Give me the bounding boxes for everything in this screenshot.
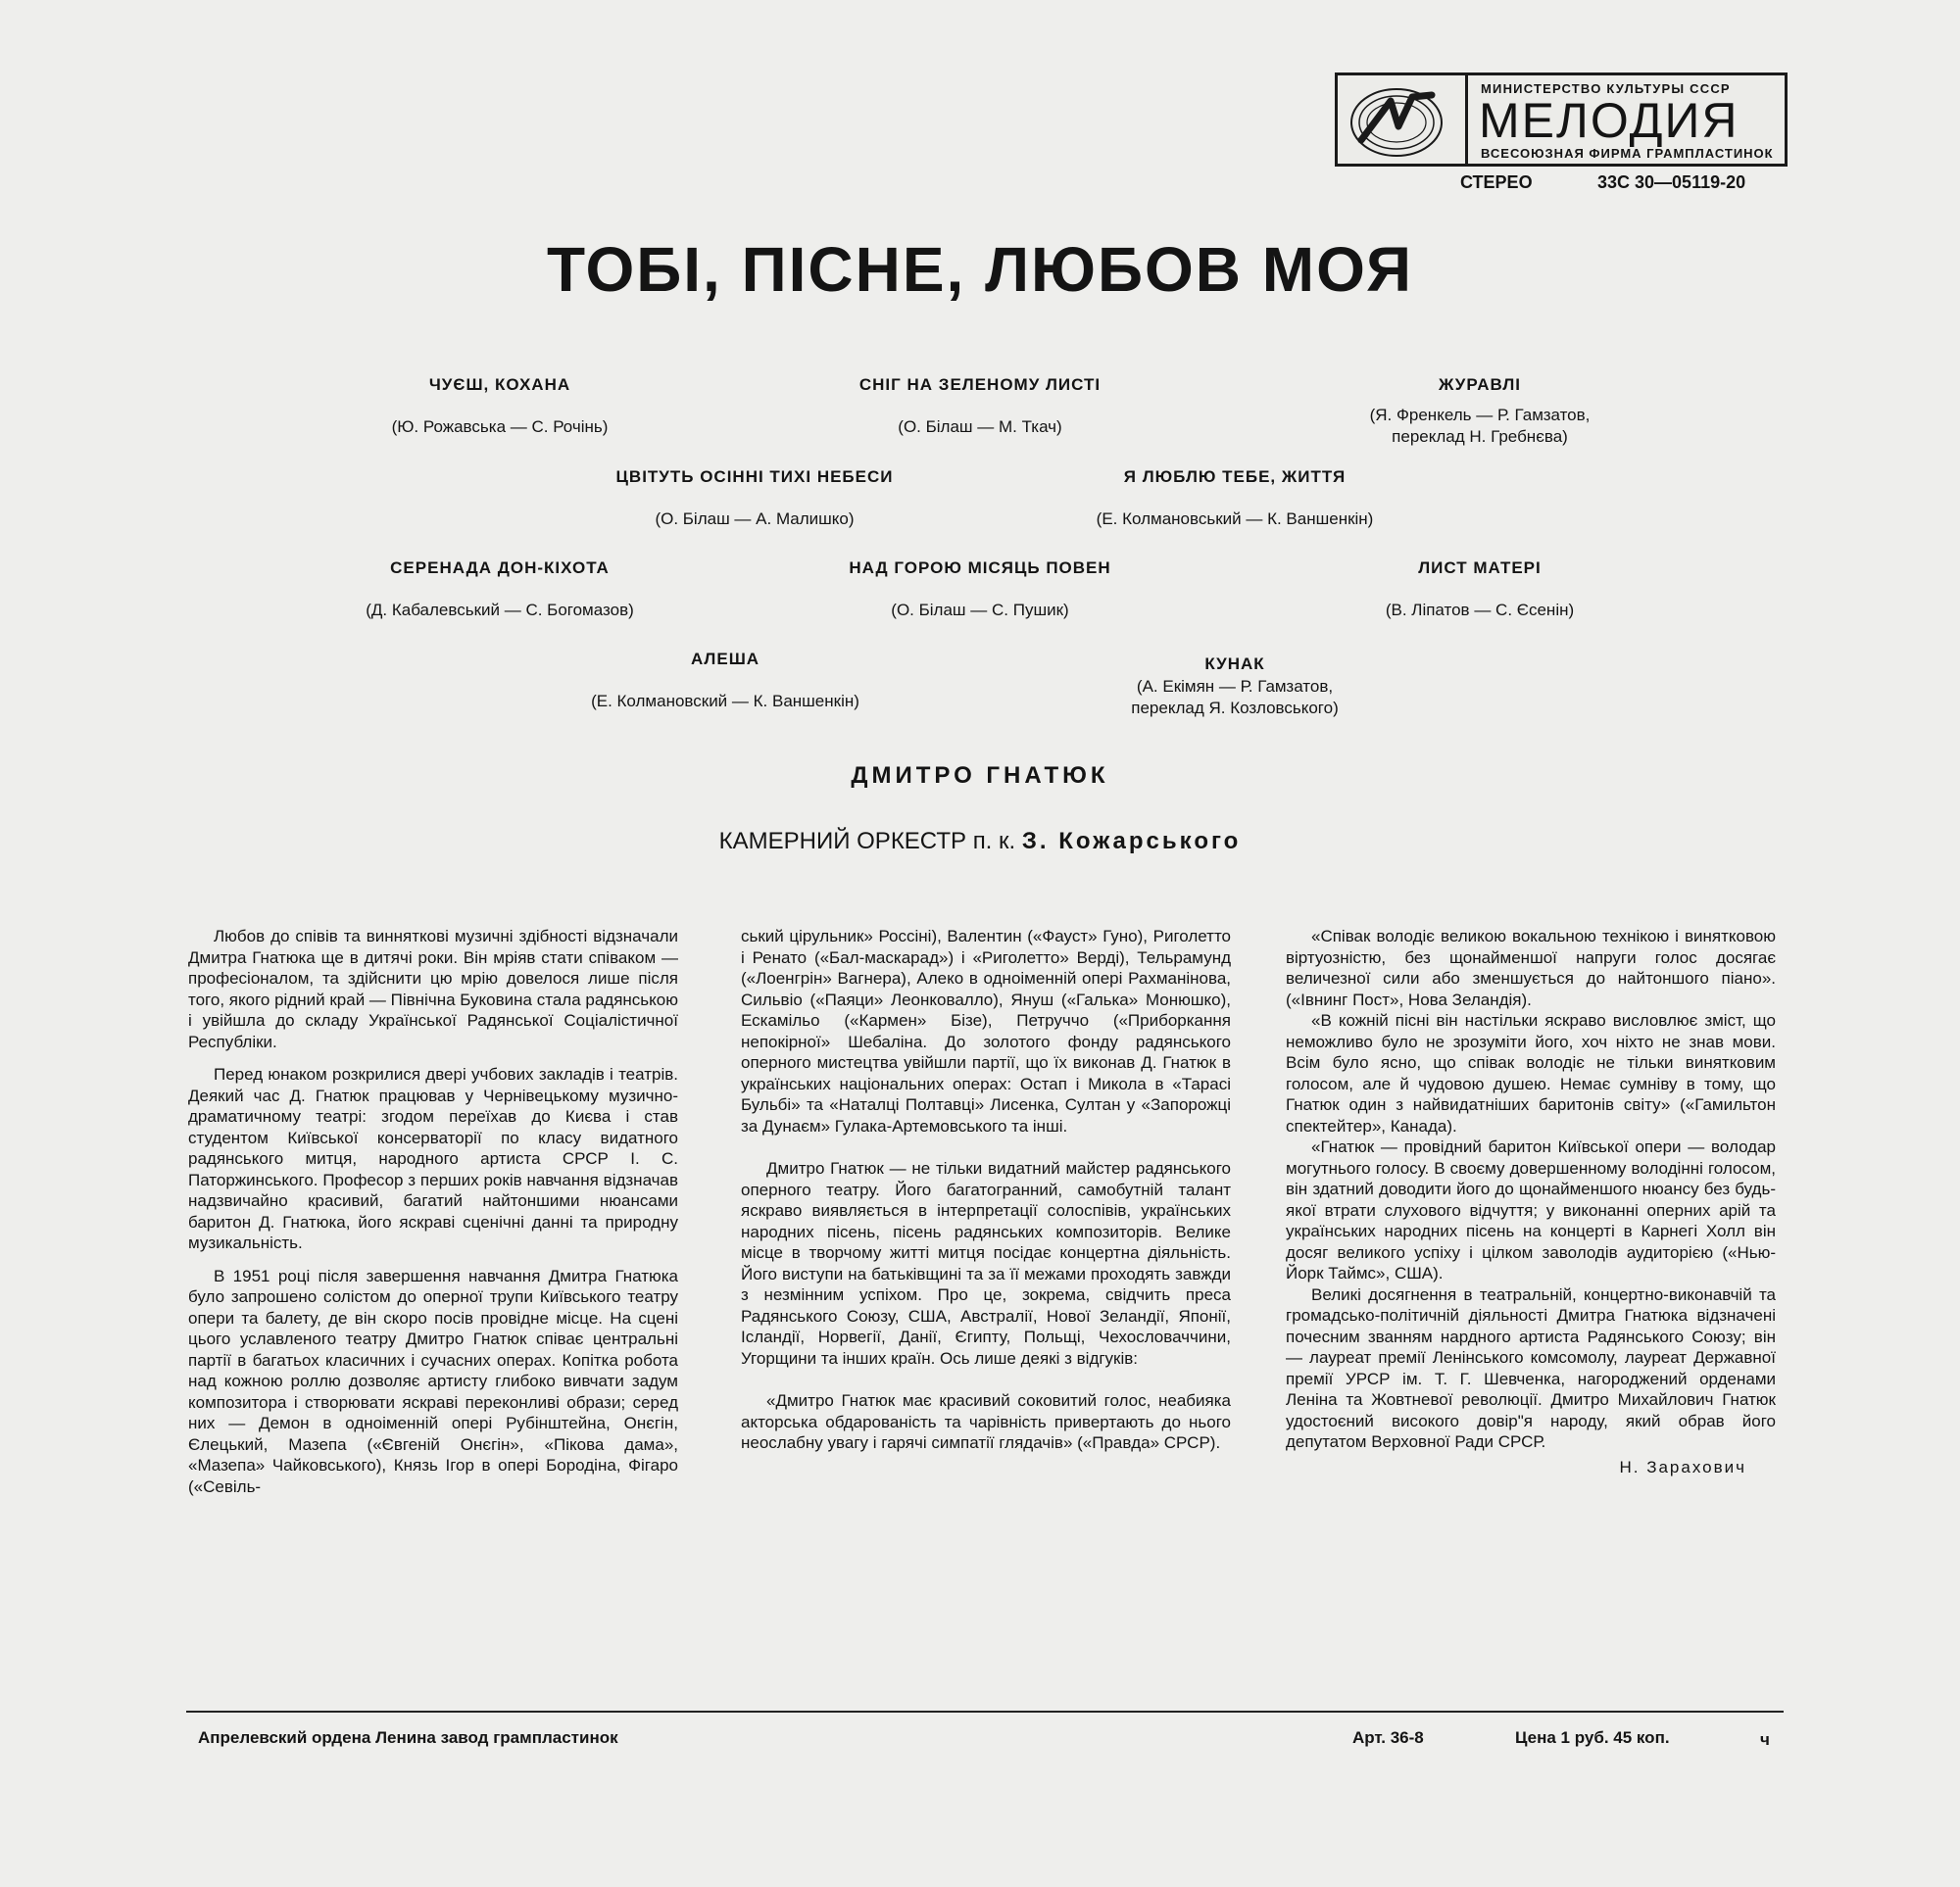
label-logo-box — [1335, 73, 1788, 167]
album-title: ТОБІ, ПІСНЕ, ЛЮБОВ МОЯ — [546, 234, 1414, 305]
song-item — [804, 375, 1156, 438]
song-item — [1313, 558, 1646, 621]
song-title: Я ЛЮБЛЮ ТЕБЕ, ЖИТТЯ — [1123, 467, 1347, 486]
song-credits: (О. Білаш — А. Малишко) — [655, 509, 855, 528]
notes-column-3 — [1286, 926, 1776, 1477]
notes-paragraph: Великі досягнення в театральній, концертно-виконавчій та громадсько-політичній діяльності Дмитра Гнатюка відзначені почесним званням нардного артиста Радянського Союзу; він — лауреат премії Ленінського комсомолу, лауреат Державної премії УРСР ім. Т. Г. Шевченка, нагороджений орденами Леніна та Жовтневої революції. Дмитро Михайлович Гнатюк удостоєний високого довір"я народу, який обрав його депутатом Верховної Ради СРСР. — [1286, 1284, 1776, 1451]
logo-separator — [1465, 75, 1468, 164]
orchestra-abbr: п. к. — [972, 828, 1016, 854]
stereo-mark: СТЕРЕО — [1460, 172, 1533, 192]
footer-article: Арт. 36-8 — [1352, 1728, 1424, 1747]
song-title: ЛИСТ МАТЕРІ — [1418, 558, 1542, 577]
notes-column-2 — [741, 926, 1231, 1466]
orchestra-conductor: З. Кожарського — [1021, 828, 1242, 854]
song-title: НАД ГОРОЮ МІСЯЦЬ ПОВЕН — [849, 558, 1111, 577]
song-credits-line-2: переклад Н. Гребнєва) — [1392, 427, 1568, 446]
song-credits: (Д. Кабалевський — С. Богомазов) — [366, 601, 634, 619]
orchestra-credit — [0, 828, 1960, 855]
song-credits: (О. Білаш — С. Пушик) — [891, 601, 1069, 619]
footer-price: Цена 1 руб. 45 коп. — [1515, 1728, 1670, 1747]
orchestra-prefix: КАМЕРНИЙ ОРКЕСТР — [718, 828, 967, 854]
song-credits: (А. Екімян — Р. Гамзатов, — [1136, 677, 1334, 696]
song-title: АЛЕША — [690, 650, 760, 668]
performer-name: ДМИТРО ГНАТЮК — [851, 762, 1109, 789]
song-title: КУНАК — [1204, 654, 1265, 673]
notes-signature: Н. Зарахович — [1619, 1457, 1746, 1476]
song-title: СЕРЕНАДА ДОН-КІХОТА — [390, 558, 610, 577]
song-item — [549, 650, 902, 712]
catalog-number: 33С 30—05119-20 — [1597, 172, 1746, 192]
song-credits-line-2: переклад Я. Козловського) — [1131, 699, 1339, 717]
song-title: ЦВІТУТЬ ОСІННІ ТИХІ НЕБЕСИ — [615, 467, 894, 486]
notes-quote: «Співак володіє великою вокальною технікою і винятковою віртуозністю, без щонайменшої напруги голос досягає величезної сили або зменшується до найтоншого піано». («Івнинг Пост», Нова Зеландія). — [1286, 927, 1776, 1009]
notes-paragraph: В 1951 році після завершення навчання Дмитра Гнатюка було запрошено солістом до оперної трупи Київського театру опери та балету, де він скоро посів провідне місце. На сцені цього уславленого театру Дмитро Гнатюк співає центральні партії в багатьох класичних і сучасних операх. Копітка робота над кожною роллю дозволяє артисту глибоко вивчати задум композитора і створювати яскраві переконливі образи; серед них — Демон в одноіменній опері Рубінштейна, Онєгін, Єлецький, Мазепа («Євгеній Онєгін», «Пікова дама», «Мазепа» Чайковського), Князь Ігор в опері Бородіна, Фігаро («Севіль- — [188, 1266, 678, 1496]
notes-quote: «Дмитро Гнатюк має красивий соковитий голос, неабияка акторська обдарованість та чарівність привертають до нього неослабну увагу і гарячі симпатії глядачів» («Правда» СРСР). — [741, 1391, 1231, 1452]
song-credits: (Е. Колмановский — К. Ваншенкін) — [591, 692, 859, 710]
song-title: ЖУРАВЛІ — [1439, 375, 1521, 394]
notes-column-1 — [188, 926, 678, 1509]
notes-paragraph: Перед юнаком розкрилися двері учбових закладів і театрів. Деякий час Д. Гнатюк працював у Чернівецькому музично-драматичному театрі: згодом переїхав до Києва і став студентом Київської консерваторії по класу видатного радянського митця, народного артиста СРСР І. С. Паторжинського. Професор з перших років навчання відзначав надзвичайно красивий, багатий найтоншими нюансами баритон Д. Гнатюка, його яскраві сценічні данні та природну музикальність. — [188, 1065, 678, 1252]
footer-mark: ч — [1760, 1730, 1770, 1749]
footer-rule — [186, 1711, 1784, 1713]
song-item — [304, 558, 696, 621]
song-credits: (О. Білаш — М. Ткач) — [898, 417, 1062, 436]
notes-quote: «В кожній пісні він настільки яскраво висловлює зміст, що неможливо було не зрозуміти його, хоч ніхто не знав мови. Всім було ясно, що співак володіє не тільки винятковим голосом, але й чудовою душею. Немає сумніву в тому, що Гнатюк один з найвидатніших баритонів світу» («Гамильтон спектейтер», Канада). — [1286, 1011, 1776, 1136]
notes-paragraph: Любов до співів та винняткові музичні здібності відзначали Дмитра Гнатюка ще в дитячі роки. Він мріяв стати співаком — професіоналом, та здійснити цю мрію довелося лише після того, якого рідний край — Північна Буковина стала радянською і увійшла до складу Української Радянської Соціалістичної Республіки. — [188, 927, 678, 1051]
footer-plant: Апрелевский ордена Ленина завод грампластинок — [198, 1728, 618, 1747]
song-item — [333, 375, 666, 438]
song-item — [1039, 467, 1431, 530]
notes-quote: «Гнатюк — провідний баритон Київської опери — володар могутнього голосу. В своєму довершенному володінні голосом, він здатний доводити його до щонайменшого нюансу без будь-якої втрати слухового відчуття; у виконанні оперних арій та українських народних пісень на концерті в Карнегі Холл він досяг великого успіху і цілком заволодів аудиторією («Нью-Йорк Таймс», США). — [1286, 1137, 1776, 1282]
label-ministry: МИНИСТЕРСТВО КУЛЬТУРЫ СССР — [1481, 81, 1731, 96]
song-item — [1303, 375, 1656, 448]
song-title: СНІГ НА ЗЕЛЕНОМУ ЛИСТІ — [858, 375, 1102, 394]
notes-paragraph: ський цірульник» Россіні), Валентин («Фауст» Гуно), Риголетто і Ренато («Бал-маскарад») і «Риголетто» Верді), Тельрамунд («Лоенгрін» Вагнера), Алеко в одноіменній опері Рахманінова, Сильвіо («Паяци» Леонковалло), Януш («Галька» Монюшко), Ескамільо («Кармен» Бізе), Петруччо («Приборкання непокірної» Шебаліна. До золотого фонду радянського оперного мистецтва увійшли партії, що їх виконав Д. Гнатюк в українських національних операх: Остап і Микола в «Тарасі Бульбі» та «Наталці Полтавці» Лисенка, Султан у «Запорожці за Дунаєм» Гулака-Артемовського та інші. — [741, 927, 1231, 1136]
song-title: ЧУЄШ, КОХАНА — [428, 375, 571, 394]
song-credits: (Я. Френкель — Р. Гамзатов, — [1369, 406, 1591, 424]
song-item — [1068, 654, 1401, 719]
song-credits: (Ю. Рожавська — С. Рочінь) — [391, 417, 609, 436]
song-item — [559, 467, 951, 530]
song-item — [804, 558, 1156, 621]
label-firm: ВСЕСОЮЗНАЯ ФИРМА ГРАМПЛАСТИНОК — [1481, 146, 1774, 161]
label-name: МЕЛОДИЯ — [1479, 93, 1740, 148]
notes-paragraph: Дмитро Гнатюк — не тільки видатний майстер радянського оперного театру. Його багатогранний, самобутній талант яскраво виявляється в інтерпретації солоспівів, українських народних пісень, пісень радянських композиторів. Велике місце в творчому житті митця посідає концертна діяльність. Його виступи на батьківщині та за її межами проходять завжди з незмінним успіхом. Про це, зокрема, свідчить преса Радянського Союзу, США, Австралії, Нової Зеландії, Японії, Ісландії, Норвегії, Данії, Єгипту, Польщі, Чехословаччини, Угорщини та інших країн. Ось лише деякі з відгуків: — [741, 1159, 1231, 1368]
song-credits: (Е. Колмановський — К. Ваншенкін) — [1096, 509, 1374, 528]
melodiya-logo-icon — [1348, 83, 1446, 160]
song-credits: (В. Ліпатов — С. Єсенін) — [1385, 601, 1575, 619]
